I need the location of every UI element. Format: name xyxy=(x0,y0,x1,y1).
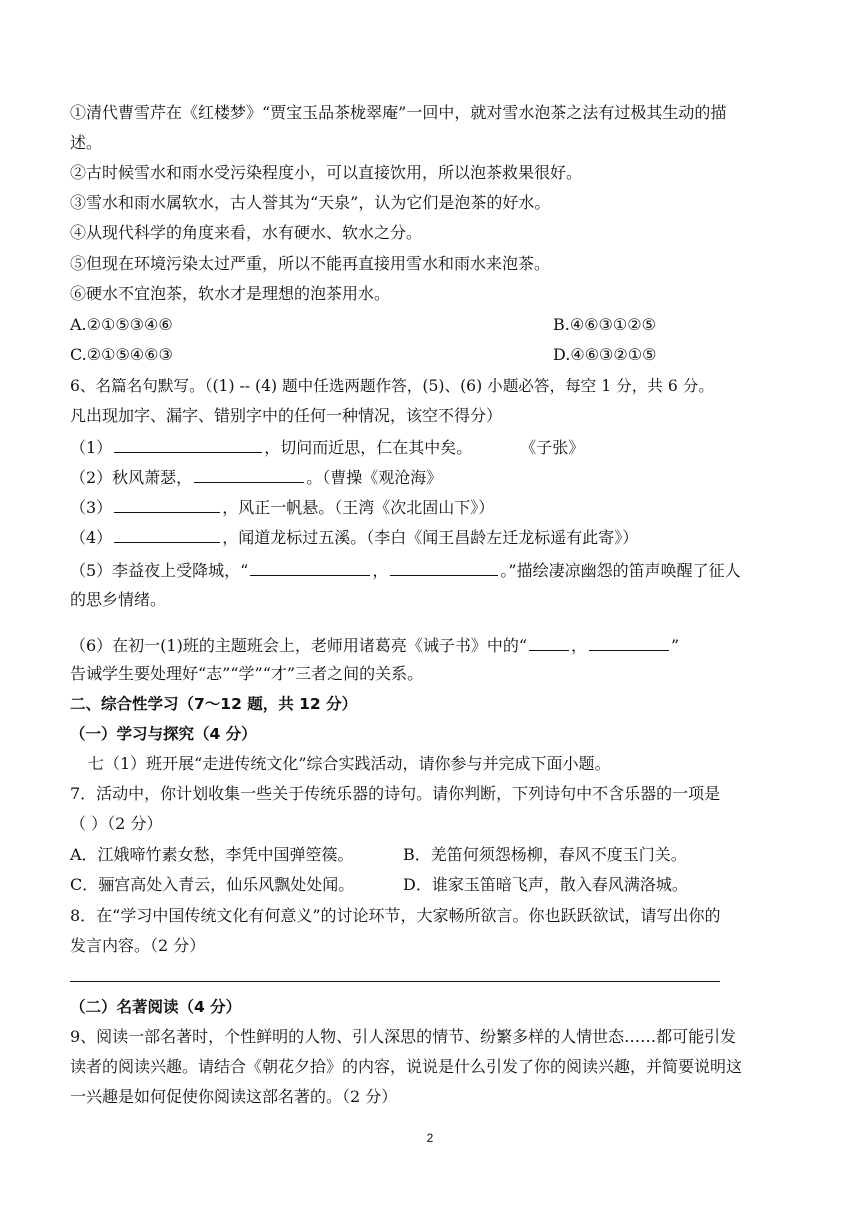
option-d: D.④⑥③②①⑤ xyxy=(553,345,657,364)
q6-item-2-text: 。（曹操《观沧海》 xyxy=(306,468,443,487)
sentence-2: ②古时候雪水和雨水受污染程度小，可以直接饮用，所以泡茶救果很好。 xyxy=(70,163,583,182)
q9-stem-1: 9、阅读一部名著时，个性鲜明的人物、引人深思的情节、纷繁多样的人情世态……都可能引发 xyxy=(70,1027,737,1046)
section-2-title: 二、综合性学习（7～12 题，共 12 分） xyxy=(70,695,358,713)
q6-intro-2: 凡出现加字、漏字、错别字中的任何一种情况，该空不得分） xyxy=(70,406,503,425)
q7-option-b: B．羌笛何须怨杨柳，春风不度玉门关。 xyxy=(403,845,687,864)
section-2-sub-2: （二）名著阅读（4 分） xyxy=(70,998,242,1016)
q8-stem-cont: 发言内容。（2 分） xyxy=(70,936,206,955)
q6-item-6-mid: ， xyxy=(571,636,588,655)
q7-stem: 7．活动中，你计划收集一些关于传统乐器的诗句。请你判断，下列诗句中不含乐器的一项是 xyxy=(70,784,721,803)
q6-item-3-text: ，风正一帆悬。（王湾《次北固山下》） xyxy=(222,498,495,517)
q6-item-1-source: 《子张》 xyxy=(520,438,585,457)
q9-stem-2: 读者的阅读兴趣。请结合《朝花夕拾》的内容，说说是什么引发了你的阅读兴趣，并简要说明这 xyxy=(70,1057,743,1076)
page-number: 2 xyxy=(426,1131,434,1145)
q6-item-1 xyxy=(70,436,584,458)
q6-item-6 xyxy=(70,634,679,656)
q6-item-4-text: ，闻道龙标过五溪。（李白《闻王昌龄左迁龙标遥有此寄》） xyxy=(222,528,639,547)
option-b: B.④⑥③①②⑤ xyxy=(553,315,656,334)
q9-stem-3: 一兴趣是如何促使你阅读这部名著的。（2 分） xyxy=(70,1087,398,1106)
q6-item-1-text: ，切问而近思，仁在其中矣。 xyxy=(264,438,473,457)
answer-blank[interactable] xyxy=(194,466,304,483)
answer-blank[interactable] xyxy=(390,559,498,576)
answer-blank[interactable] xyxy=(589,634,669,651)
q6-item-4-num: （4） xyxy=(70,528,113,547)
answer-blank[interactable] xyxy=(114,436,262,453)
sentence-6: ⑥硬水不宜泡茶，软水才是理想的泡茶用水。 xyxy=(70,284,391,303)
section-2-sub-1: （一）学习与探究（4 分） xyxy=(70,725,257,743)
q6-item-5-pre: （5）李益夜上受降城，“ xyxy=(70,561,249,580)
answer-blank[interactable] xyxy=(250,559,370,576)
q7-paren: （ ）（2 分） xyxy=(70,814,163,833)
q6-item-5-mid: ， xyxy=(372,561,389,580)
sentence-5: ⑤但现在环境污染太过严重，所以不能再直接用雪水和雨水来泡茶。 xyxy=(70,254,551,273)
q7-option-a: A．江娥啼竹素女愁，李凭中国弹箜篌。 xyxy=(70,845,354,864)
q6-item-4 xyxy=(70,526,638,548)
option-c: C.②①⑤④⑥③ xyxy=(70,345,173,364)
sentence-4: ④从现代科学的角度来看，水有硬水、软水之分。 xyxy=(70,223,423,242)
activity-intro: 七（1）班开展“走进传统文化”综合实践活动，请你参与并完成下面小题。 xyxy=(88,754,611,773)
option-a: A.②①⑤③④⑥ xyxy=(70,315,173,334)
answer-blank[interactable] xyxy=(114,526,220,543)
q7-option-d: D．谁家玉笛暗飞声，散入春风满洛城。 xyxy=(403,875,688,894)
sentence-1-cont: 述。 xyxy=(70,133,103,152)
q6-item-5 xyxy=(70,559,741,581)
q8-stem: 8．在“学习中国传统文化有何意义”的讨论环节，大家畅所欲言。你也跃跃欲试，请写出你的 xyxy=(70,906,721,925)
answer-blank[interactable] xyxy=(529,634,569,651)
q6-intro-1: 6、名篇名句默写。（(1) -- (4) 题中任选两题作答，(5)、(6) 小题必答，每空 1 分，共 6 分。 xyxy=(70,377,714,395)
q6-item-6-cont: 告诫学生要处理好“志”“学”“才”三者之间的关系。 xyxy=(70,664,424,683)
q6-item-5-cont: 的思乡情绪。 xyxy=(70,590,167,609)
answer-line[interactable] xyxy=(70,981,720,982)
q6-item-6-pre: （6）在初一(1)班的主题班会上，老师用诸葛亮《诫子书》中的“ xyxy=(70,636,528,655)
q6-item-3-num: （3） xyxy=(70,498,113,517)
answer-blank[interactable] xyxy=(114,496,220,513)
q6-item-1-num: （1） xyxy=(70,438,113,457)
q6-item-3 xyxy=(70,496,494,518)
q6-item-2-num: （2）秋风萧瑟， xyxy=(70,468,193,487)
sentence-1: ①清代曹雪芹在《红楼梦》“贾宝玉品茶栊翠庵”一回中，就对雪水泡茶之法有过极其生动的描 xyxy=(70,103,727,122)
q6-item-5-post: 。”描绘凄凉幽怨的笛声唤醒了征人 xyxy=(500,561,741,580)
sentence-3: ③雪水和雨水属软水，古人誉其为“天泉”，认为它们是泡茶的好水。 xyxy=(70,193,551,212)
q6-item-2 xyxy=(70,466,442,488)
q6-item-6-post: ” xyxy=(671,636,680,655)
q7-option-c: C．骊宫高处入青云，仙乐风飘处处闻。 xyxy=(70,875,355,894)
